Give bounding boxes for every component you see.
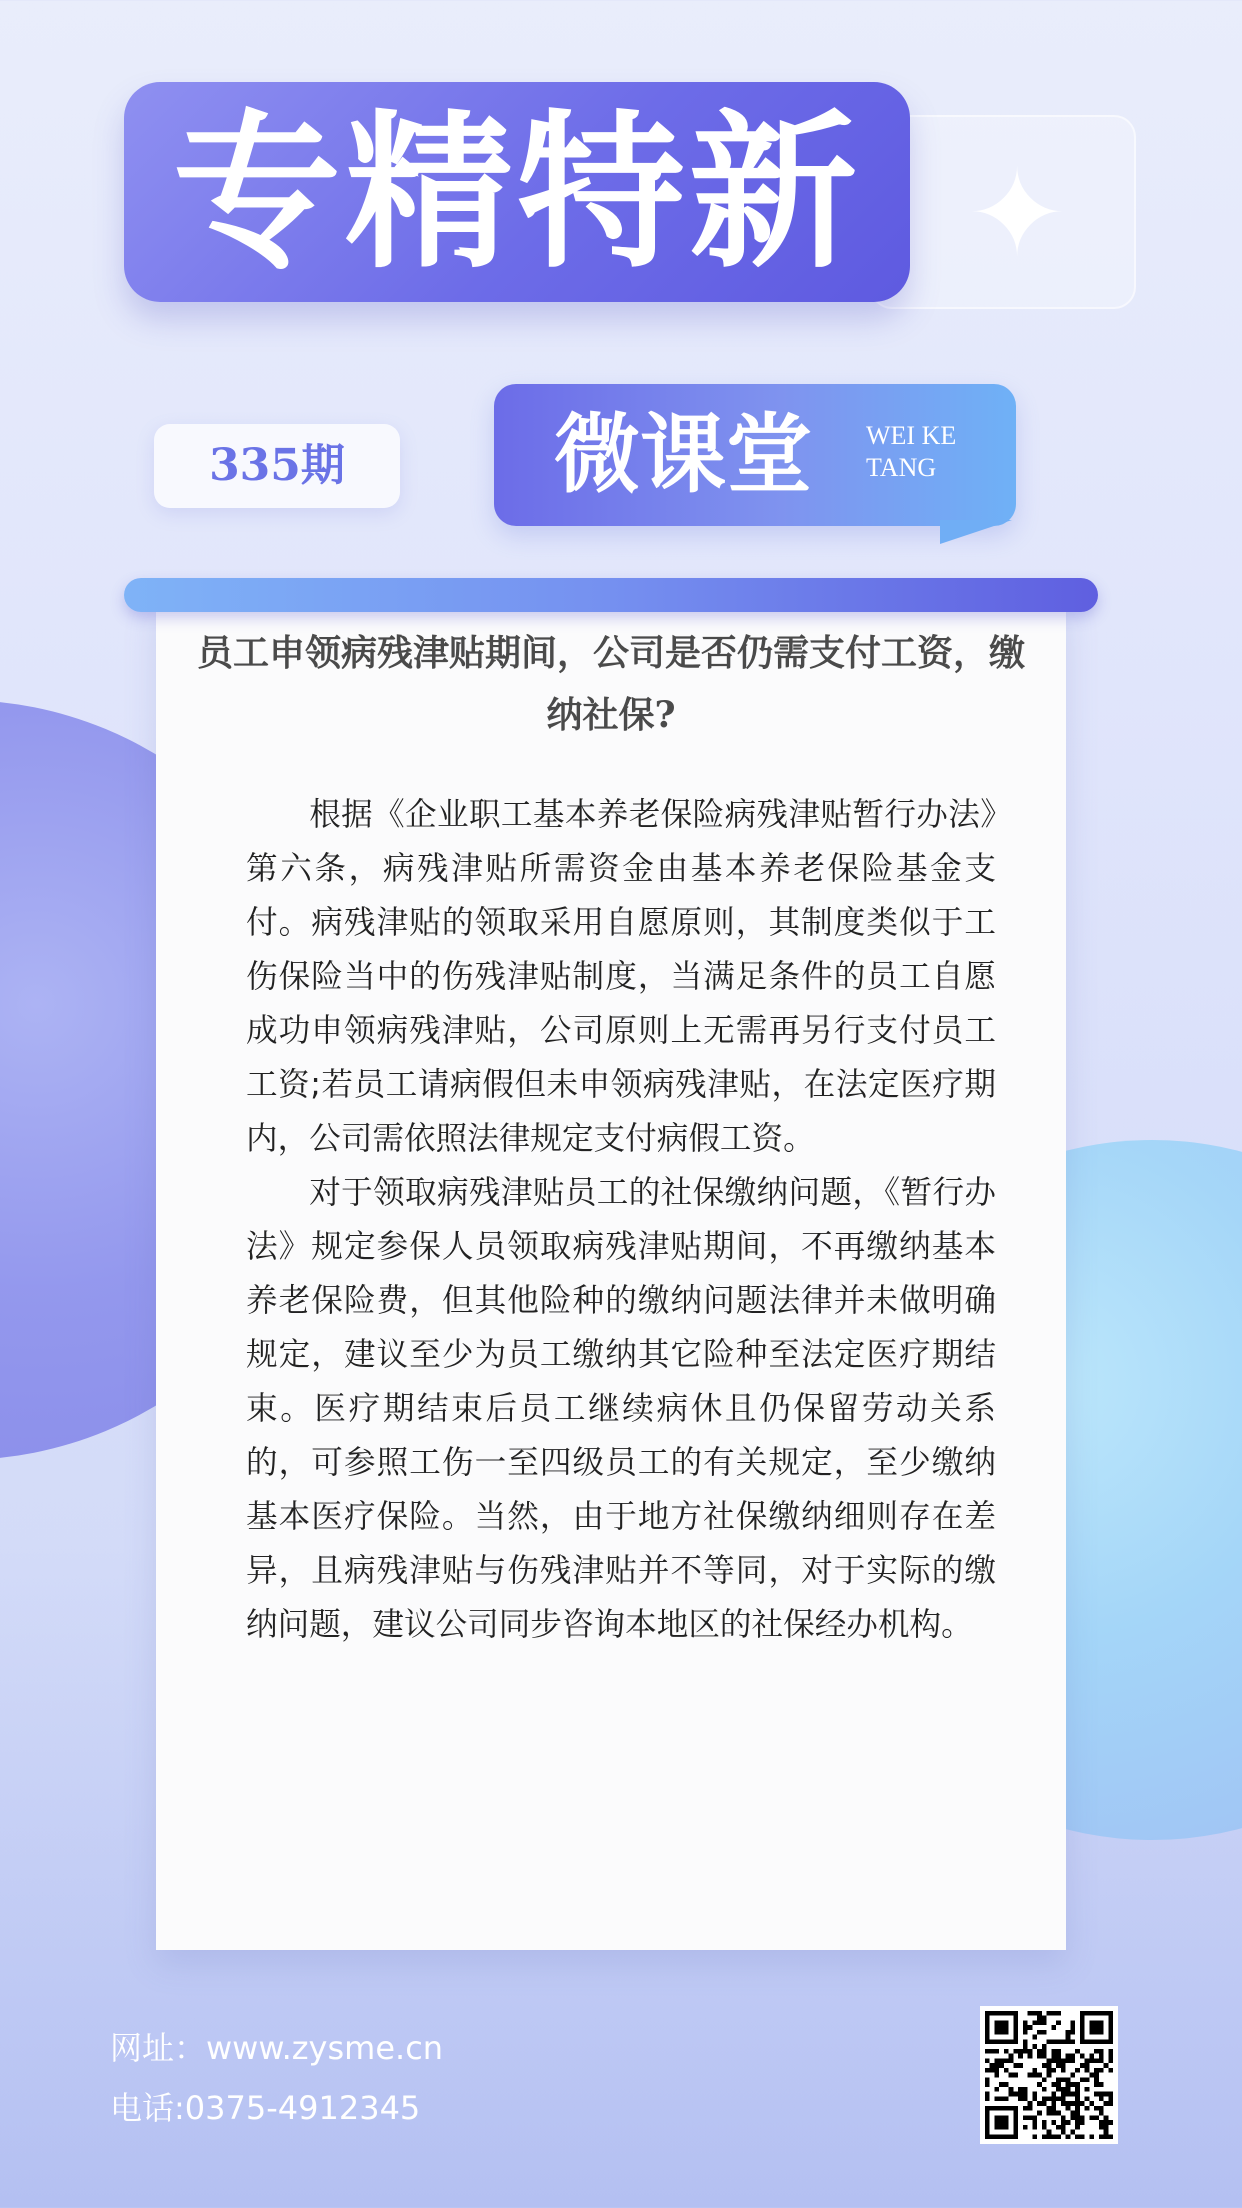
issue-badge: 335期 (154, 424, 400, 508)
qr-code-icon (980, 2006, 1118, 2144)
article-paragraph: 根据《企业职工基本养老保险病残津贴暂行办法》第六条，病残津贴所需资金由基本养老保险基金支付。病残津贴的领取采用自愿原则，其制度类似于工伤保险当中的伤残津贴制度，当满足条件的员工自愿成功申领病残津贴，公司原则上无需再另行支付员工工资;若员工请病假但未申领病残津贴，在法定医疗期内，公司需依照法律规定支付病假工资。 (246, 797, 996, 1157)
article-question: 员工申领病残津贴期间，公司是否仍需支付工资，缴纳社保? (196, 632, 1025, 736)
series-title-en-line2: TANG (866, 453, 937, 482)
poster-title: 专精特新 (124, 82, 910, 302)
website-text: 网址：www.zysme.cn (110, 2029, 444, 2067)
speech-bubble-tail (940, 520, 1012, 544)
series-title-cn: 微课堂 (554, 404, 812, 505)
series-title-en-line1: WEI KE (866, 421, 957, 450)
series-banner (494, 384, 1016, 526)
footer-contact (110, 2018, 443, 2138)
article-paragraph: 对于领取病残津贴员工的社保缴纳问题，《暂行办法》规定参保人员领取病残津贴期间，不再缴纳基本养老保险费，但其他险种的缴纳问题法律并未做明确规定，建议至少为员工缴纳其它险种至法定医疗期结束。医疗期结束后员工继续病休且仍保留劳动关系的，可参照工伤一至四级员工的有关规定，至少缴纳基本医疗保险。当然，由于地方社保缴纳细则存在差异，且病残津贴与伤残津贴并不等同，对于实际的缴纳问题，建议公司同步咨询本地区的社保经办机构。 (246, 1175, 996, 1643)
scroll-rod (124, 578, 1098, 612)
series-title-en (866, 420, 996, 484)
phone-text: 电话:0375-4912345 (110, 2089, 421, 2127)
article-card (156, 598, 1066, 1950)
four-point-star-icon: ✦ (966, 145, 1068, 284)
article-body (246, 788, 996, 1652)
